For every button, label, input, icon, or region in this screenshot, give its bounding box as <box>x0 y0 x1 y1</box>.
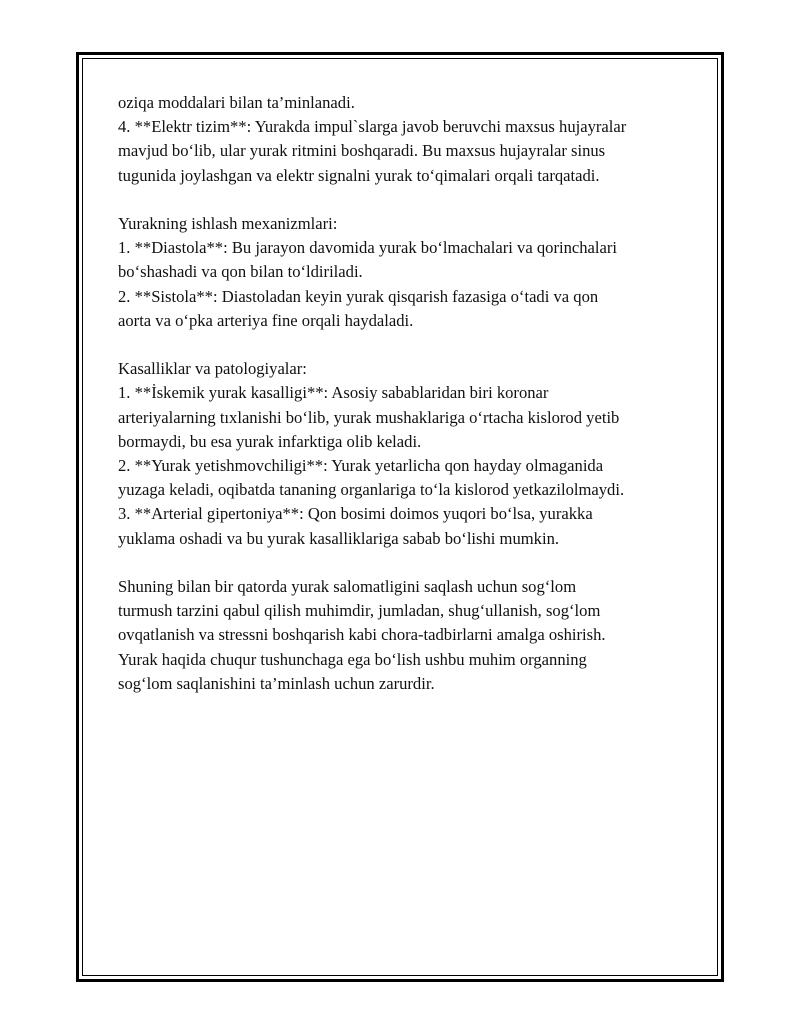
section-heading: Kasalliklar va patologiyalar: <box>118 359 307 379</box>
text-line: yuzaga keladi, oqibatda tananing organlariga to‘la kislorod yetkazilolmaydi. <box>118 480 625 500</box>
text-line: bormaydi, bu esa yurak infarktiga olib keladi. <box>118 431 422 451</box>
text-line: Shuning bilan bir qatorda yurak salomatligini saqlash uchun sog‘lom <box>118 577 577 597</box>
text-line: 2. **Sistola**: Diastoladan keyin yurak qisqarish fazasiga o‘tadi va qon <box>118 286 599 306</box>
paragraph-gap <box>118 551 698 575</box>
text-line: turmush tarzini qabul qilish muhimdir, jumladan, shug‘ullanish, sog‘lom <box>118 601 601 621</box>
text-line: 1. **İskemik yurak kasalligi**: Asosiy sabablaridan biri koronar <box>118 383 549 403</box>
paragraph-heart-mechanisms <box>118 212 698 333</box>
paragraph-diseases <box>118 357 698 551</box>
document-body <box>118 91 698 696</box>
text-line: 1. **Diastola**: Bu jarayon davomida yurak bo‘lmachalari va qorinchalari <box>118 238 618 258</box>
text-line: bo‘shashadi va qon bilan to‘ldiriladi. <box>118 262 363 282</box>
text-line: arteriyalarning tıxlanishi bo‘lib, yurak mushaklariga o‘rtacha kislorod yetib <box>118 407 620 427</box>
paragraph-gap <box>118 333 698 357</box>
section-heading: Yurakning ishlash mexanizmlari: <box>118 214 338 233</box>
text-line: yuklama oshadi va bu yurak kasalliklariga sabab bo‘lishi mumkin. <box>118 528 560 548</box>
text-line: ovqatlanish va stressni boshqarish kabi chora-tadbirlarni amalga oshirish. <box>118 625 606 645</box>
text-line: 3. **Arterial gipertoniya**: Qon bosimi doimos yuqori bo‘lsa, yurakka <box>118 504 593 524</box>
text-line: aorta va o‘pka arteriya fine orqali haydaladi. <box>118 310 414 330</box>
text-line: sog‘lom saqlanishini ta’minlash uchun zarurdir. <box>118 673 435 693</box>
text-line: oziqa moddalari bilan ta’minlanadi. <box>118 93 355 112</box>
text-line: Yurak haqida chuqur tushunchaga ega bo‘lish ushbu muhim organning <box>118 649 587 669</box>
paragraph-electric-system <box>118 91 698 188</box>
text-line: 4. **Elektr tizim**: Yurakda impul`slarga javob beruvchi maxsus hujayralar <box>118 117 627 137</box>
text-line: 2. **Yurak yetishmovchiligi**: Yurak yetarlicha qon hayday olmaganida <box>118 456 604 476</box>
text-line: mavjud bo‘lib, ular yurak ritmini boshqaradi. Bu maxsus hujayralar sinus <box>118 141 606 161</box>
paragraph-gap <box>118 188 698 212</box>
text-line: tugunida joylashgan va elektr signalni yurak to‘qimalari orqali tarqatadi. <box>118 165 600 185</box>
paragraph-conclusion <box>118 575 698 696</box>
